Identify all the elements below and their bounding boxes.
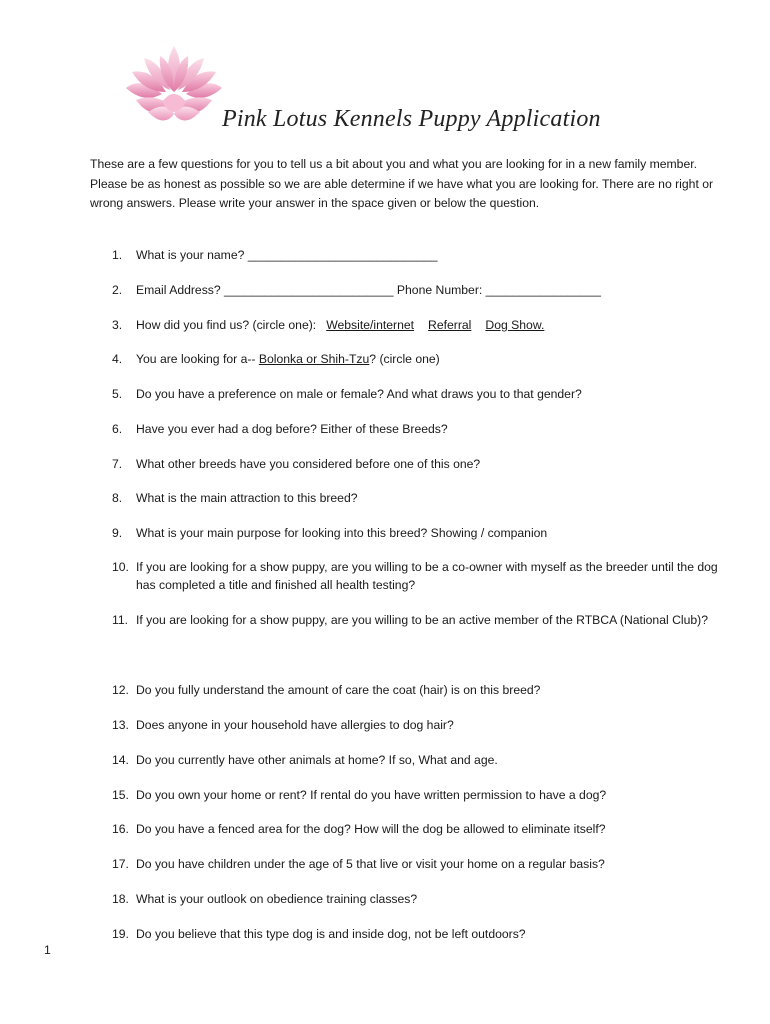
option-dog-show: Dog Show. — [485, 318, 545, 332]
question-text: Do you own your home or rent? If rental do you have written permission to have a dog? — [136, 788, 607, 802]
question-text: Do you fully understand the amount of care the coat (hair) is on this breed? — [136, 683, 541, 697]
question-text: Email Address? _________________________ Phone Number: _________________ — [136, 283, 601, 297]
question-text: What other breeds have you considered before one of this one? — [136, 457, 481, 471]
intro-paragraph: These are a few questions for you to tell us a bit about you and what you are looking for in a new family member. Please be as honest as possible so we are able determine if we have what you are looking for. There are no right or wrong answers. Please write your answer in the space given or below the question. — [90, 157, 714, 210]
question-number: 18. — [112, 892, 129, 906]
question-number: 16. — [112, 822, 129, 836]
question-prompt: How did you find us? (circle one): — [136, 318, 317, 332]
question-number: 13. — [112, 718, 129, 732]
question-text: Does anyone in your household have allergies to dog hair? — [136, 718, 454, 732]
question-number: 10. — [112, 560, 129, 574]
page-number: 1 — [44, 943, 51, 957]
question-number: 4. — [112, 352, 123, 366]
question-text: If you are looking for a show puppy, are you willing to be an active member of the RTBCA (National Club)? — [136, 613, 708, 627]
question-number: 15. — [112, 788, 129, 802]
question-number: 3. — [112, 318, 123, 332]
question-number: 5. — [112, 387, 123, 401]
question-number: 2. — [112, 283, 123, 297]
question-text: What is your name? ____________________________ — [136, 248, 438, 262]
question-number: 17. — [112, 857, 129, 871]
question-text: Do you have a fenced area for the dog? How will the dog be allowed to eliminate itself? — [136, 822, 606, 836]
question-suffix: ? (circle one) — [369, 352, 440, 366]
question-text: Do you have a preference on male or female? And what draws you to that gender? — [136, 387, 582, 401]
question-number: 7. — [112, 457, 123, 471]
question-text: What is your outlook on obedience training classes? — [136, 892, 418, 906]
question-number: 9. — [112, 526, 123, 540]
breed-options: Bolonka or Shih-Tzu — [258, 352, 370, 366]
question-text — [136, 317, 720, 335]
question-text: What is the main attraction to this breed? — [136, 491, 358, 505]
question-number: 8. — [112, 491, 123, 505]
document-title: Pink Lotus Kennels Puppy Application — [222, 106, 601, 132]
question-number: 19. — [112, 927, 129, 941]
question-text: Do you believe that this type dog is and inside dog, not be left outdoors? — [136, 927, 526, 941]
question-text: Have you ever had a dog before? Either of these Breeds? — [136, 422, 448, 436]
question-prompt: You are looking for a-- — [136, 352, 256, 366]
question-text — [136, 351, 720, 369]
option-referral: Referral — [428, 318, 472, 332]
question-text: Do you currently have other animals at home? If so, What and age. — [136, 753, 498, 767]
question-number: 6. — [112, 422, 123, 436]
lotus-flower-icon — [122, 42, 226, 132]
question-number: 11. — [112, 613, 129, 627]
question-text: If you are looking for a show puppy, are you willing to be a co-owner with myself as the breeder until the dog has completed a title and finished all health testing? — [136, 560, 718, 592]
question-number: 12. — [112, 683, 129, 697]
question-text: What is your main purpose for looking into this breed? Showing / companion — [136, 526, 548, 540]
option-website: Website/internet — [326, 318, 415, 332]
question-text: Do you have children under the age of 5 that live or visit your home on a regular basis? — [136, 857, 605, 871]
question-number: 14. — [112, 753, 129, 767]
question-number: 1. — [112, 248, 123, 262]
